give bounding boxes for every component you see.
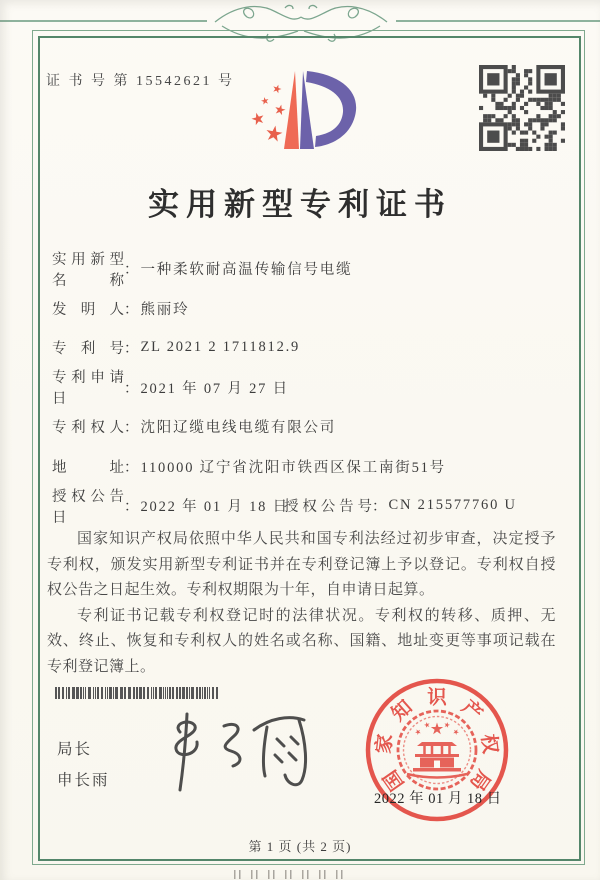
field-label: 专利权人 xyxy=(52,420,124,437)
field-colon: ： xyxy=(124,459,139,476)
field-row-address xyxy=(52,447,562,487)
field-row-grant xyxy=(52,486,562,526)
signer-name: 申长雨 xyxy=(57,772,110,789)
director-signature xyxy=(150,708,318,796)
svg-text:国: 国 xyxy=(380,765,409,794)
signer-title: 局长 xyxy=(57,741,93,758)
field-label: 授权公告号 xyxy=(284,499,372,516)
field-value: 沈阳辽缆电线电缆有限公司 xyxy=(140,420,337,437)
svg-text:权: 权 xyxy=(477,733,501,755)
legal-text xyxy=(47,527,556,680)
seal-date: 2022 年 01 月 18 日 xyxy=(374,791,502,807)
national-emblem-icon xyxy=(398,711,476,789)
certificate-title: 实用新型专利证书 xyxy=(148,187,452,222)
field-value: 一种柔软耐高温传输信号电缆 xyxy=(140,262,353,279)
field-value: 2022 年 01 月 18 日 xyxy=(140,499,289,516)
field-colon: ： xyxy=(124,341,139,358)
svg-text:识: 识 xyxy=(427,687,447,709)
field-row-inventor xyxy=(52,289,562,329)
field-label: 授权公告日 xyxy=(52,488,124,526)
svg-text:产: 产 xyxy=(457,696,486,726)
field-colon: ： xyxy=(124,499,139,516)
field-value: CN 215577760 U xyxy=(388,497,517,514)
field-colon: ： xyxy=(124,380,139,397)
field-label: 专利号 xyxy=(52,341,124,358)
page-number: 第 1 页 (共 2 页) xyxy=(248,839,352,854)
field-colon: ： xyxy=(124,301,139,318)
field-label: 发明人 xyxy=(52,301,124,318)
svg-text:知: 知 xyxy=(388,696,417,726)
legal-paragraph-1: 国家知识产权局依照中华人民共和国专利法经过初步审查，决定授予专利权，颁发实用新型专利证书并在专利登记簿上予以登记。专利权自授权公告之日起生效。专利权期限为十年，自申请日起算。 xyxy=(47,531,556,598)
field-value: ZL 2021 2 1711812.9 xyxy=(140,339,301,356)
next-page-text-fragment xyxy=(234,870,352,879)
field-label: 专利申请日 xyxy=(52,370,124,408)
field-colon: ： xyxy=(124,420,139,437)
certificate-number: 证 书 号 第 15542621 号 xyxy=(46,74,235,89)
top-flourish-ornament xyxy=(0,0,600,48)
field-value: 熊丽玲 xyxy=(140,301,190,318)
barcode xyxy=(55,687,223,699)
field-colon: ： xyxy=(372,499,387,516)
qr-code xyxy=(479,65,565,151)
svg-text:局: 局 xyxy=(465,765,494,794)
grant-number-group xyxy=(284,486,517,526)
field-label: 地址 xyxy=(52,459,124,476)
field-label: 实用新型名称 xyxy=(52,251,124,289)
svg-text:家: 家 xyxy=(373,733,397,755)
field-value: 110000 辽宁省沈阳市铁西区保工南街51号 xyxy=(140,459,446,476)
field-row-patent-no xyxy=(52,328,562,368)
field-row-filing-date xyxy=(52,368,562,408)
field-row-name xyxy=(52,249,562,289)
field-colon: ： xyxy=(124,262,139,279)
legal-paragraph-2: 专利证书记载专利权登记时的法律状况。专利权的转移、质押、无效、终止、恢复和专利权人的姓名或名称、国籍、地址变更等事项记载在专利登记簿上。 xyxy=(47,607,556,675)
field-row-patentee xyxy=(52,407,562,447)
field-list xyxy=(52,249,562,526)
cnipa-logo-icon xyxy=(239,59,373,167)
field-value: 2021 年 07 月 27 日 xyxy=(140,380,289,397)
